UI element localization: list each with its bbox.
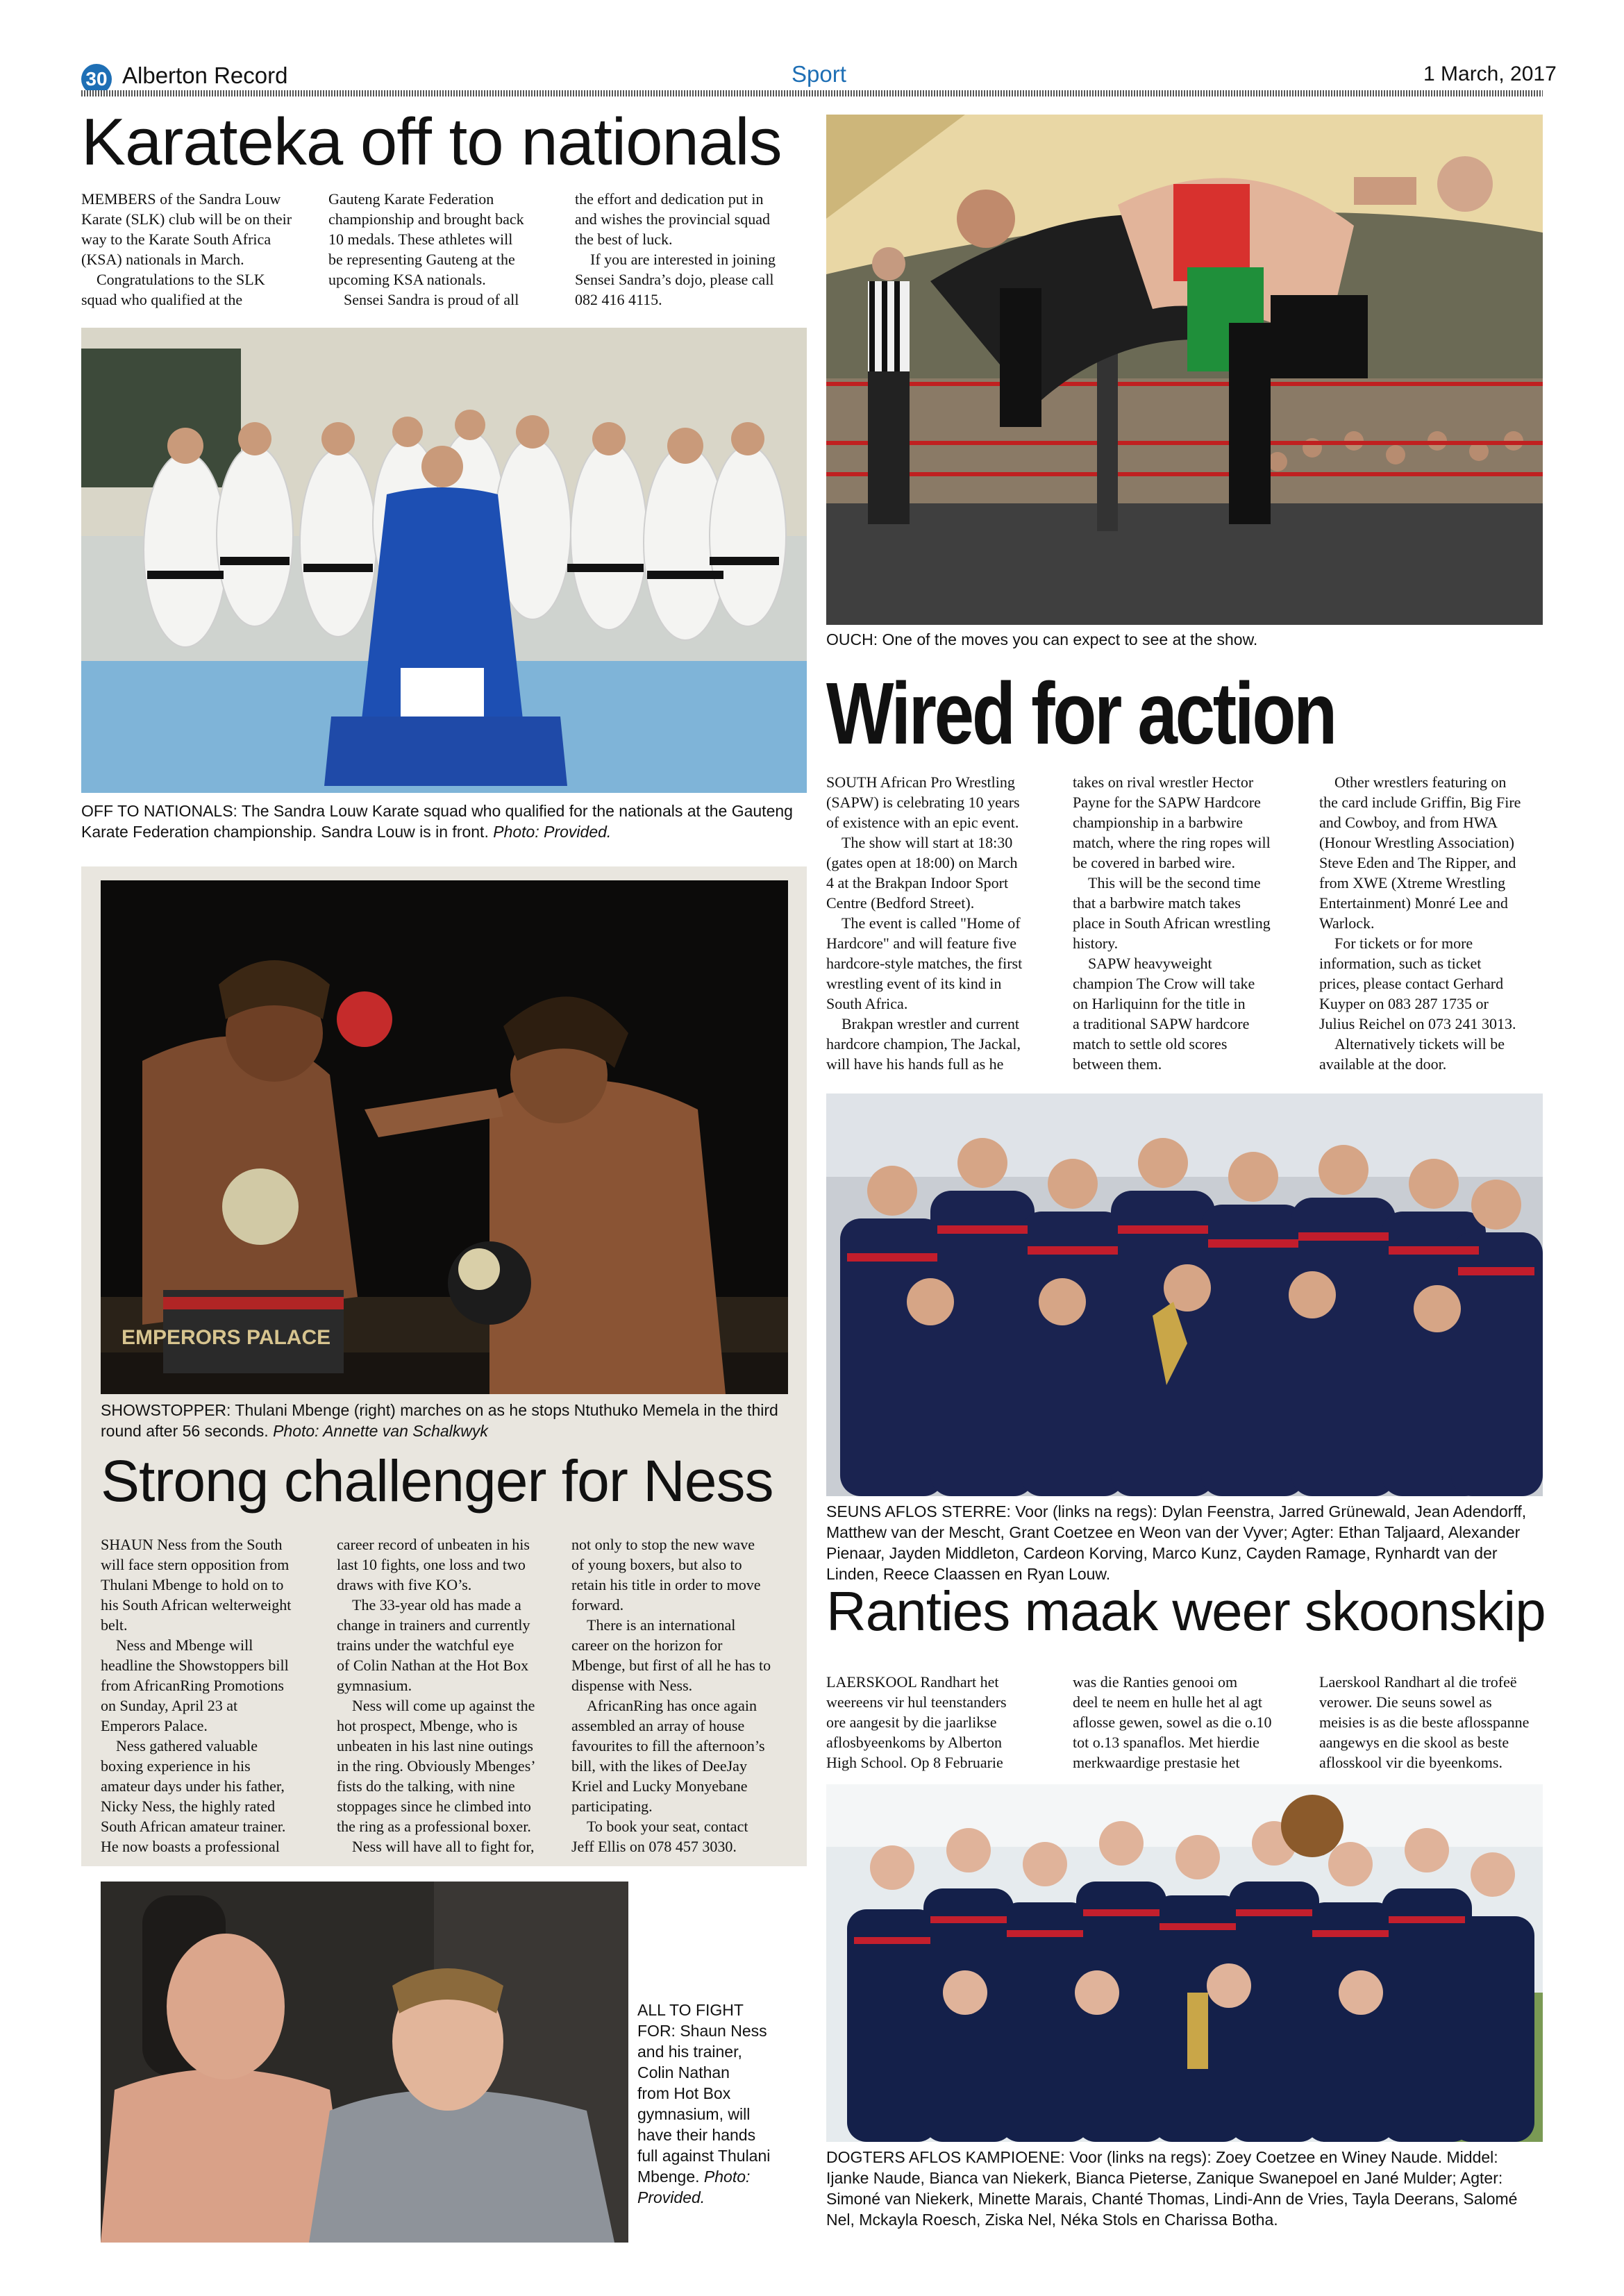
ness-side-caption-credit: Photo: Provided. [637, 2168, 751, 2206]
karate-col-2: Gauteng Karate Federation championship and brought back 10 medals. These athletes will be representing Gauteng at the upcoming KSA nationals. Sensei Sandra is proud of all [328, 190, 524, 308]
karate-caption-credit: Photo: Provided. [493, 823, 612, 841]
boys-relay-photo [826, 1093, 1543, 1496]
wrestling-photo-caption: OUCH: One of the moves you can expect to see at the show. [826, 630, 1258, 648]
boys-relay-caption: SEUNS AFLOS STERRE: Voor (links na regs): Dylan Feenstra, Jarred Grünewald, Jean Adendorff, Matthew van der Mescht, Grant Coetzee en Weon van der Vyver; Agter: Ethan Taljaard, Alexander Pienaar, Jayden Middleton, Cardeon Korving, Marco Kunz, Cayden Ramage, Rynhardt van der Linden, Reece Claassen en Ryan Louw. [826, 1502, 1527, 1583]
ranties-col-1: LAERSKOOL Randhart het weereens vir hul teenstanders ore aangesit by die jaarlikse aflosbyeenkoms by Alberton High School. Op 8 Februarie [826, 1673, 1007, 1771]
boxing-caption-text: SHOWSTOPPER: Thulani Mbenge (right) marches on as he stops Ntuthuko Memela in the third round after 56 seconds. [101, 1401, 778, 1440]
ranties-col-2: was die Ranties genooi om deel te neem en hulle het al agt aflosse gewen, sowel as die o.10 tot o.13 spanaflos. Met hierdie merkwaardige prestasie het [1073, 1673, 1272, 1771]
wrestling-headline: Wired for action [826, 664, 1336, 762]
karate-caption-text: OFF TO NATIONALS: The Sandra Louw Karate squad who qualified for the nationals at the Gauteng Karate Federation championship. Sandra Louw is in front. [81, 802, 793, 841]
boxing-photo-caption [101, 1400, 788, 1441]
karate-col-3: the effort and dedication put in and wishes the provincial squad the best of luck. If you are interested in joining Sensei Sandra’s dojo, please call 082 416 4115. [575, 190, 776, 308]
karate-photo-art [81, 328, 807, 793]
issue-date: 1 March, 2017 [1423, 62, 1557, 85]
boxing-col-3: not only to stop the new wave of young boxers, but also to retain his title in order to move forward. There is an international career on the horizon for Mbenge, but first of all he has to dispense with Ness. AfricanRing has once again assembled an array of house favourites to fill the afternoon’s bill, with the likes of DeeJay Kriel and Lucky Monyebane participating. To book your seat, contact Jeff Ellis on 078 457 3030. [571, 1536, 771, 1855]
wrestling-col-2: takes on rival wrestler Hector Payne for the SAPW Hardcore championship in a barbwire match, where the ring ropes will be covered in barbed wire. This will be the second time that a barbwire match takes place in South African wrestling history. SAPW heavyweight champion The Crow will take on Harliquinn for the title in a traditional SAPW hardcore match to settle old scores between them. [1073, 773, 1271, 1073]
ness-trainer-photo [101, 1882, 628, 2243]
wrestling-col-1: SOUTH African Pro Wrestling (SAPW) is celebrating 10 years of existence with an epic event. The show will start at 18:30 (gates open at 18:00) on March 4 at the Brakpan Indoor Sport Centre (Bedford Street). The event is called "Home of Hardcore" and will feature five hardcore-style matches, the first wrestling event of its kind in South Africa. Brakpan wrestler and current hardcore champion, The Jackal, will have his hands full as he [826, 773, 1023, 1073]
section-label: Sport [792, 61, 846, 87]
karate-squad-photo [81, 328, 807, 793]
ranties-headline: Ranties maak weer skoonskip [826, 1580, 1546, 1642]
karate-headline: Karateka off to nationals [81, 105, 782, 179]
boys-photo-art [826, 1093, 1543, 1496]
boxing-headline: Strong challenger for Ness [101, 1448, 773, 1514]
boxing-col-2: career record of unbeaten in his last 10 fights, one loss and two draws with five KO’s. The 33-year old has made a change in trainers and currently trains under the watchful eye of Colin Nathan at the Hot Box gymnasium. Ness will come up against the hot prospect, Mbenge, who is unbeaten in his last nine outings in the ring. Obviously Mbenges’ fists do the talking, with nine stoppages since he climbed into the ring as a professional boxer. Ness will have all to fight for, [337, 1536, 536, 1855]
emperors-palace-banner: EMPERORS PALACE [122, 1326, 331, 1349]
girls-relay-caption: DOGTERS AFLOS KAMPIOENE: Voor (links na regs): Zoey Coetzee en Winey Naude. Middel: Ijanke Naude, Bianca van Niekerk, Bianca Pieterse, Zanique Swanepoel en Jané Mulder; Agter: Simoné van Niekerk, Minette Marais, Chanté Thomas, Lindi-Ann de Vries, Tayla Deerans, Salomé Nel, Mckayla Roesch, Ziska Nel, Néka Stols en Charissa Botha. [826, 2148, 1518, 2229]
girls-photo-art [826, 1784, 1543, 2142]
ness-side-caption-text: ALL TO FIGHT FOR: Shaun Ness and his trainer, Colin Nathan from Hot Box gymnasium, will have their hands full against Thulani Mbenge. [637, 2001, 771, 2186]
wrestling-photo [826, 115, 1543, 625]
ness-photo-art [101, 1882, 628, 2243]
page-number-badge: 30 [81, 64, 112, 94]
karate-col-1: MEMBERS of the Sandra Louw Karate (SLK) club will be on their way to the Karate South Africa (KSA) nationals in March. Congratulations to the SLK squad who qualified at the [81, 190, 292, 308]
wrestling-col-3: Other wrestlers featuring on the card include Griffin, Big Fire and Cowboy, and from HWA (Honour Wrestling Association) Steve Eden and The Ripper, and from XWE (Xtreme Wrestling Entertainment) Monré Lee and Warlock. For tickets or for more information, such as ticket prices, please contact Gerhard Kuyper on 083 287 1735 or Julius Reichel on 073 241 3013. Alternatively tickets will be available at the door. [1319, 773, 1521, 1073]
boxing-col-1: SHAUN Ness from the South will face stern opposition from Thulani Mbenge to hold on to his South African welterweight belt. Ness and Mbenge will headline the Showstoppers bill from AfricanRing Promotions on Sunday, April 23 at Emperors Palace. Ness gathered valuable boxing experience in his amateur days under his father, Nicky Ness, the highly rated South African amateur trainer. He now boasts a professional [101, 1536, 292, 1855]
ness-side-caption [637, 2000, 804, 2208]
boxing-caption-credit: Photo: Annette van Schalkwyk [273, 1422, 488, 1440]
girls-relay-photo [826, 1784, 1543, 2142]
boxing-photo [101, 880, 788, 1394]
boxing-photo-art [101, 880, 788, 1394]
karate-photo-caption [81, 801, 807, 842]
publication-name: Alberton Record [122, 62, 288, 88]
ranties-col-3: Laerskool Randhart al die trofeë verower. Die seuns sowel as meisies is as die beste aflosspanne aangewys en die skool as beste aflosskool vir die byeenkoms. [1319, 1673, 1530, 1771]
header-rule [81, 90, 1543, 97]
wrestling-photo-art [826, 115, 1543, 625]
